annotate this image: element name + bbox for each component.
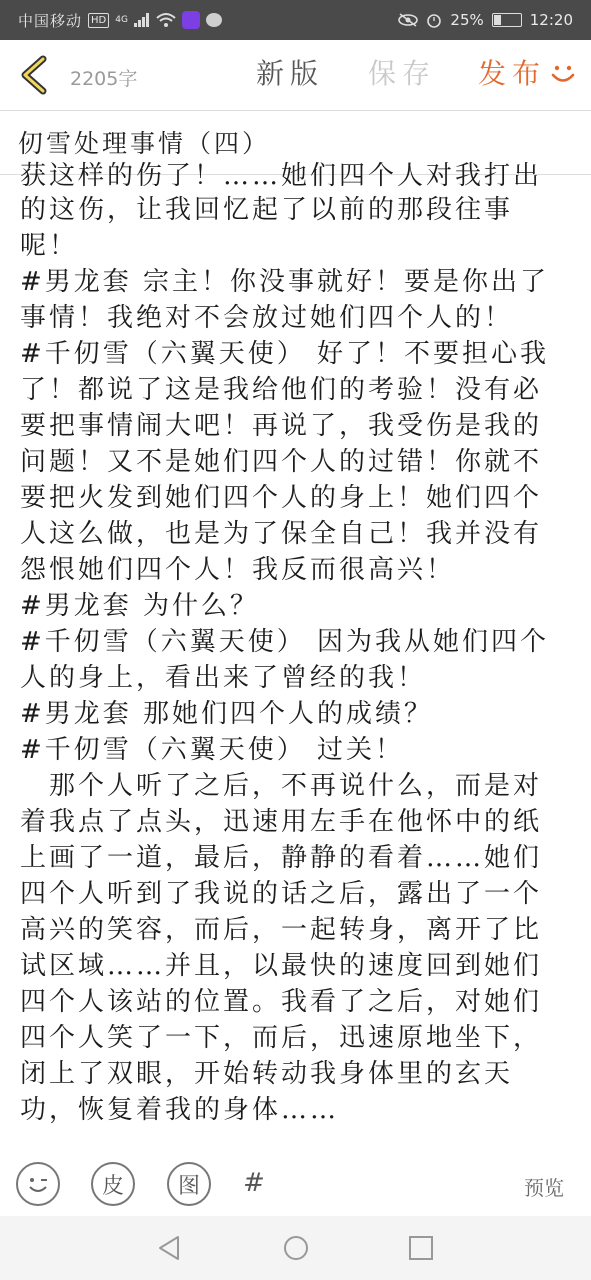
text-line: 要把火发到她们四个人的身上！她们四个	[20, 483, 543, 513]
text-line: 要把事情闹大吧！再说了，我受伤是我的	[20, 411, 543, 441]
home-circle-icon[interactable]	[282, 1234, 310, 1262]
new-version-button[interactable]: 新版	[256, 57, 325, 90]
status-bar	[0, 0, 591, 40]
wechat-icon	[206, 13, 222, 27]
content-editor[interactable]	[0, 161, 591, 1150]
signal-icon	[134, 13, 150, 27]
text-line: 试区域……并且，以最快的速度回到她们	[20, 951, 543, 981]
smile-icon	[548, 58, 578, 88]
text-line: 了！都说了这是我给他们的考验！没有必	[20, 375, 543, 405]
preview-button[interactable]: 预览	[524, 1176, 564, 1200]
text-line: #千仞雪（六翼天使） 过关！	[20, 735, 405, 765]
battery-icon	[492, 13, 522, 27]
clock: 12:20	[529, 11, 573, 29]
text-line: 高兴的笑容，而后，一起转身，离开了比	[20, 915, 543, 945]
text-line: 呢！	[20, 231, 79, 261]
image-button[interactable]: 图	[167, 1162, 211, 1206]
battery-percent: 25%	[450, 11, 484, 29]
back-button[interactable]	[12, 52, 56, 98]
system-nav-bar	[0, 1216, 591, 1280]
text-line: 人这么做，也是为了保全自己！我并没有	[20, 519, 543, 549]
text-line: 怨恨她们四个人！我反而很高兴！	[20, 555, 456, 585]
text-line: 的这伤，让我回忆起了以前的那段往事	[20, 195, 514, 225]
text-line: 事情！我绝对不会放过她们四个人的！	[20, 303, 514, 333]
text-line: 着我点了点头，迅速用左手在他怀中的纸	[20, 807, 543, 837]
eye-icon	[398, 13, 418, 27]
save-button[interactable]: 保存	[368, 57, 437, 90]
text-line: #男龙套 宗主！你没事就好！要是你出了	[20, 267, 550, 297]
video-app-icon	[182, 11, 200, 29]
status-right	[398, 11, 573, 29]
text-line: #千仞雪（六翼天使） 好了！不要担心我	[20, 339, 550, 369]
text-line: 闭上了双眼，开始转动我身体里的玄天	[20, 1059, 514, 1089]
text-line: 功，恢复着我的身体……	[20, 1095, 340, 1125]
skin-button[interactable]: 皮	[91, 1162, 135, 1206]
text-line: 那个人听了之后，不再说什么，而是对	[20, 771, 543, 801]
text-line: 四个人听到了我说的话之后，露出了一个	[20, 879, 543, 909]
clipped-line: 获这样的伤了！……她们四个人对我打出	[20, 161, 543, 191]
status-left	[18, 10, 222, 31]
text-line: 问题！又不是她们四个人的过错！你就不	[20, 447, 543, 477]
wifi-icon	[156, 13, 176, 27]
network-type: 4G	[115, 15, 128, 25]
hashtag-button[interactable]: #	[243, 1168, 265, 1198]
chevron-left-icon	[19, 55, 49, 95]
format-bar	[0, 1152, 591, 1216]
alarm-icon	[426, 12, 442, 28]
recents-square-icon[interactable]	[408, 1234, 434, 1262]
text-line: #千仞雪（六翼天使） 因为我从她们四个	[20, 627, 550, 657]
text-line: #男龙套 为什么？	[20, 591, 260, 621]
hd-badge: HD	[88, 13, 109, 28]
editor-toolbar	[0, 40, 591, 110]
emoji-button[interactable]	[16, 1162, 60, 1206]
publish-button[interactable]: 发布	[478, 57, 547, 90]
text-line: 四个人该站的位置。我看了之后，对她们	[20, 987, 543, 1017]
text-line: 四个人笑了一下，而后，迅速原地坐下，	[20, 1023, 543, 1053]
text-line: #男龙套 那她们四个人的成绩？	[20, 699, 434, 729]
text-line: 上画了一道，最后，静静的看着……她们	[20, 843, 543, 873]
back-triangle-icon[interactable]	[156, 1234, 182, 1262]
wink-face-icon	[23, 1169, 53, 1199]
title-field[interactable]: 仞雪处理事情（四）	[18, 129, 271, 158]
carrier-label: 中国移动	[18, 11, 83, 30]
text-line: 人的身上，看出来了曾经的我！	[20, 663, 427, 693]
toolbar-divider	[0, 110, 591, 111]
word-count: 2205字	[70, 68, 138, 90]
